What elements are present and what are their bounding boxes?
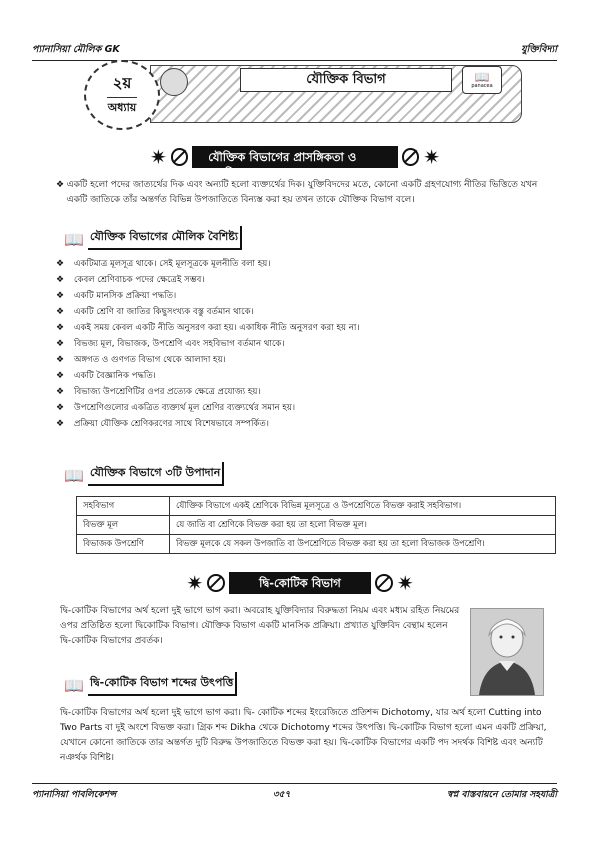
- diamond-bullet-icon: ❖: [56, 355, 65, 365]
- elements-table: [76, 496, 556, 554]
- book-icon: 📖: [64, 466, 84, 485]
- diamond-bullet-icon: ❖: [56, 387, 65, 397]
- book-icon: 📖: [474, 70, 490, 84]
- gear-icon: ✷: [150, 145, 167, 169]
- gear-icon: ✷: [423, 145, 440, 169]
- list-item: ❖ একটি বৈজ্ঞানিক পদ্ধতি।: [56, 368, 556, 384]
- section-title-1: যৌক্তিক বিভাগের প্রাসঙ্গিকতা ও প্রকৃতি: [192, 146, 398, 168]
- table-cell: যে জাতি বা শ্রেণিকে বিভক্ত করা হয় তা হলো বিভক্ত মূল।: [170, 516, 556, 535]
- section-title-2: দ্বি-কোটিক বিভাগ: [229, 572, 371, 594]
- features-heading: [64, 226, 242, 250]
- chapter-number-badge: [84, 60, 160, 130]
- heading-rule: [222, 462, 224, 486]
- section2-paragraph: দ্বি-কোটিক বিভাগের অর্থ হলো দুই ভাগে ভাগ করা। অবরোহ যুক্তিবিদ্যার বিরুদ্ধতা নিয়ম এবং মধ্যম রহিত নিয়মের ওপর প্রতিষ্ঠিত হলো দ্বিকোটিক বিভাগ। যৌক্তিক বিভাগ একটি মানসিক প্রক্রিয়া। প্রখ্যাত যুক্তিবিদ বেন্থাম হলেন দ্বি-কোটিক বিভাগের প্রবর্তক।: [60, 606, 460, 646]
- logo-text: panacea: [471, 83, 493, 89]
- origin-paragraph: দ্বি-কোটিক বিভাগের অর্থ হলো দুই ভাগে ভাগ করা। দ্বি- কোটিক শব্দের ইংরেজিতে প্রতিশব্দ Dichotomy, যার অর্থ হলো Cutting into Two Parts বা দুই অংশে বিভক্ত করা। গ্রিক শব্দ Dikha থেকে Dichotomy শব্দের উৎপত্তি। দ্বি-কোটিক বিভাগ হলো এমন একটি প্রক্রিয়া, যেখানে কোনো জাতিকে তার অন্তর্গত দুটি বিরুদ্ধ উপজাতিতে বিভক্ত করা হয়। দ্বি-কোটিক বিভাগের একটি পদ সদর্থক বিশিষ্ট এবং অন্যটি নঞর্থক বিশিষ্ট।: [60, 708, 547, 763]
- section-banner-1: [150, 145, 440, 180]
- book-icon: 📖: [64, 676, 84, 695]
- diamond-bullet-icon: ❖: [56, 180, 65, 190]
- chapter-number: ২য়: [107, 72, 138, 98]
- chapter-word: অধ্যায়: [107, 101, 137, 114]
- diamond-bullet-icon: ❖: [56, 323, 65, 333]
- list-item: ❖ একটি মানসিক প্রক্রিয়া পদ্ধতি।: [56, 288, 556, 304]
- header-left: প্যানাসিয়া মৌলিক GK: [32, 44, 120, 55]
- footer-publisher: প্যানাসিয়া পাবলিকেশন্স: [32, 789, 117, 800]
- features-heading-text: যৌক্তিক বিভাগের মৌলিক বৈশিষ্ট্য: [88, 228, 240, 250]
- table-row: [77, 516, 556, 535]
- diamond-bullet-icon: ❖: [56, 307, 65, 317]
- list-item: ❖ উপশ্রেণিগুলোর একত্রিত ব্যক্ত্যর্থ মূল শ্রেণির ব্যক্ত্যর্থের সমান হয়।: [56, 400, 556, 416]
- list-item: ❖ অঙ্গগত ও গুণগত বিভাগ থেকে আলাদা হয়।: [56, 352, 556, 368]
- page-number: ৩৫৭: [272, 789, 291, 800]
- table-cell: যৌক্তিক বিভাগে একই শ্রেণিকে বিভিন্ন মূলসূত্রে ও উপশ্রেণিতে বিভক্ত করাই সহবিভাগ।: [170, 497, 556, 516]
- diamond-bullet-icon: ❖: [56, 419, 65, 429]
- list-item: ❖ বিভজ্য মূল, বিভাজক, উপশ্রেণি এবং সহবিভাগ বর্তমান থাকে।: [56, 336, 556, 352]
- gear-icon: ✷: [396, 571, 414, 595]
- no-sign-icon: [402, 148, 419, 166]
- list-item: ❖ একই সময় কেবল একটি নীতি অনুসরণ করা হয়। একাধিক নীতি অনুসরণ করা হয় না।: [56, 320, 556, 336]
- diamond-bullet-icon: ❖: [56, 403, 65, 413]
- heading-rule: [240, 226, 242, 250]
- page-header: [32, 42, 557, 61]
- section1-paragraph: [56, 178, 556, 208]
- table-cell: বিভক্ত মূল: [77, 516, 170, 535]
- features-list: [56, 256, 556, 432]
- origin-heading-text: দ্বি-কোটিক বিভাগ শব্দের উৎপত্তি: [88, 674, 235, 696]
- table-cell: সহবিভাগ: [77, 497, 170, 516]
- elements-heading: [64, 462, 224, 486]
- chapter-badge-icon: [160, 68, 188, 96]
- no-sign-icon: [171, 148, 188, 166]
- list-item: ❖ একটিমাত্র মূলসূত্র থাকে। সেই মূলসূত্রকে মূলনীতি বলা হয়।: [56, 256, 556, 272]
- diamond-bullet-icon: ❖: [56, 291, 65, 301]
- table-row: [77, 535, 556, 554]
- gear-icon: ✷: [186, 571, 204, 595]
- list-item: ❖ কেবল শ্রেণিবাচক পদের ক্ষেত্রেই সম্ভব।: [56, 272, 556, 288]
- diamond-bullet-icon: ❖: [56, 275, 65, 285]
- table-cell: বিভাজক উপশ্রেণি: [77, 535, 170, 554]
- page-footer: [32, 783, 557, 802]
- diamond-bullet-icon: ❖: [56, 371, 65, 381]
- footer-tagline: স্বপ্ন বাস্তবায়নে তোমার সহযাত্রী: [446, 789, 557, 800]
- origin-heading: [64, 672, 237, 696]
- book-icon: 📖: [64, 230, 84, 249]
- list-item: ❖ একটি শ্রেণি বা জাতির কিছুসংখ্যক বস্তু বর্তমান থাকে।: [56, 304, 556, 320]
- table-row: [77, 497, 556, 516]
- header-right: যুক্তিবিদ্যা: [521, 44, 557, 55]
- publisher-logo: [462, 66, 502, 94]
- portrait-image: [471, 609, 543, 695]
- section1-text: একটি হলো পদের জাত্যর্থের দিক এবং অন্যটি হলো ব্যক্ত্যর্থের দিক। যুক্তিবিদদের মতে, কোনো একটি গ্রহণযোগ্য নীতির ভিত্তিতে যখন একটি জাতিকে তাঁর অন্তর্গত বিভিন্ন উপজাতিতে বিন্যস্ত করা হয় তখন তাকে যৌক্তিক বিভাগ বলে।: [66, 180, 538, 205]
- no-sign-icon: [207, 574, 225, 592]
- heading-rule: [235, 672, 237, 696]
- list-item: ❖ বিভাজ্য উপশ্রেণিটির ওপর প্রত্যেক ক্ষেত্রে প্রযোজ্য হয়।: [56, 384, 556, 400]
- diamond-bullet-icon: ❖: [56, 259, 65, 269]
- list-item: ❖ প্রক্রিয়া যৌক্তিক শ্রেণিকরণের সাথে বিশেষভাবে সম্পর্কিত।: [56, 416, 556, 432]
- no-sign-icon: [375, 574, 393, 592]
- bentham-portrait: [470, 608, 544, 696]
- section-banner-2: [180, 572, 420, 594]
- chapter-title: যৌক্তিক বিভাগ: [240, 68, 452, 92]
- diamond-bullet-icon: ❖: [56, 339, 65, 349]
- table-cell: বিভক্ত মূলকে যে সকল উপজাতি বা উপশ্রেণিতে বিভক্ত করা হয় তা হলো বিভাজক উপশ্রেণি।: [170, 535, 556, 554]
- elements-heading-text: যৌক্তিক বিভাগে ৩টি উপাদান: [88, 464, 222, 486]
